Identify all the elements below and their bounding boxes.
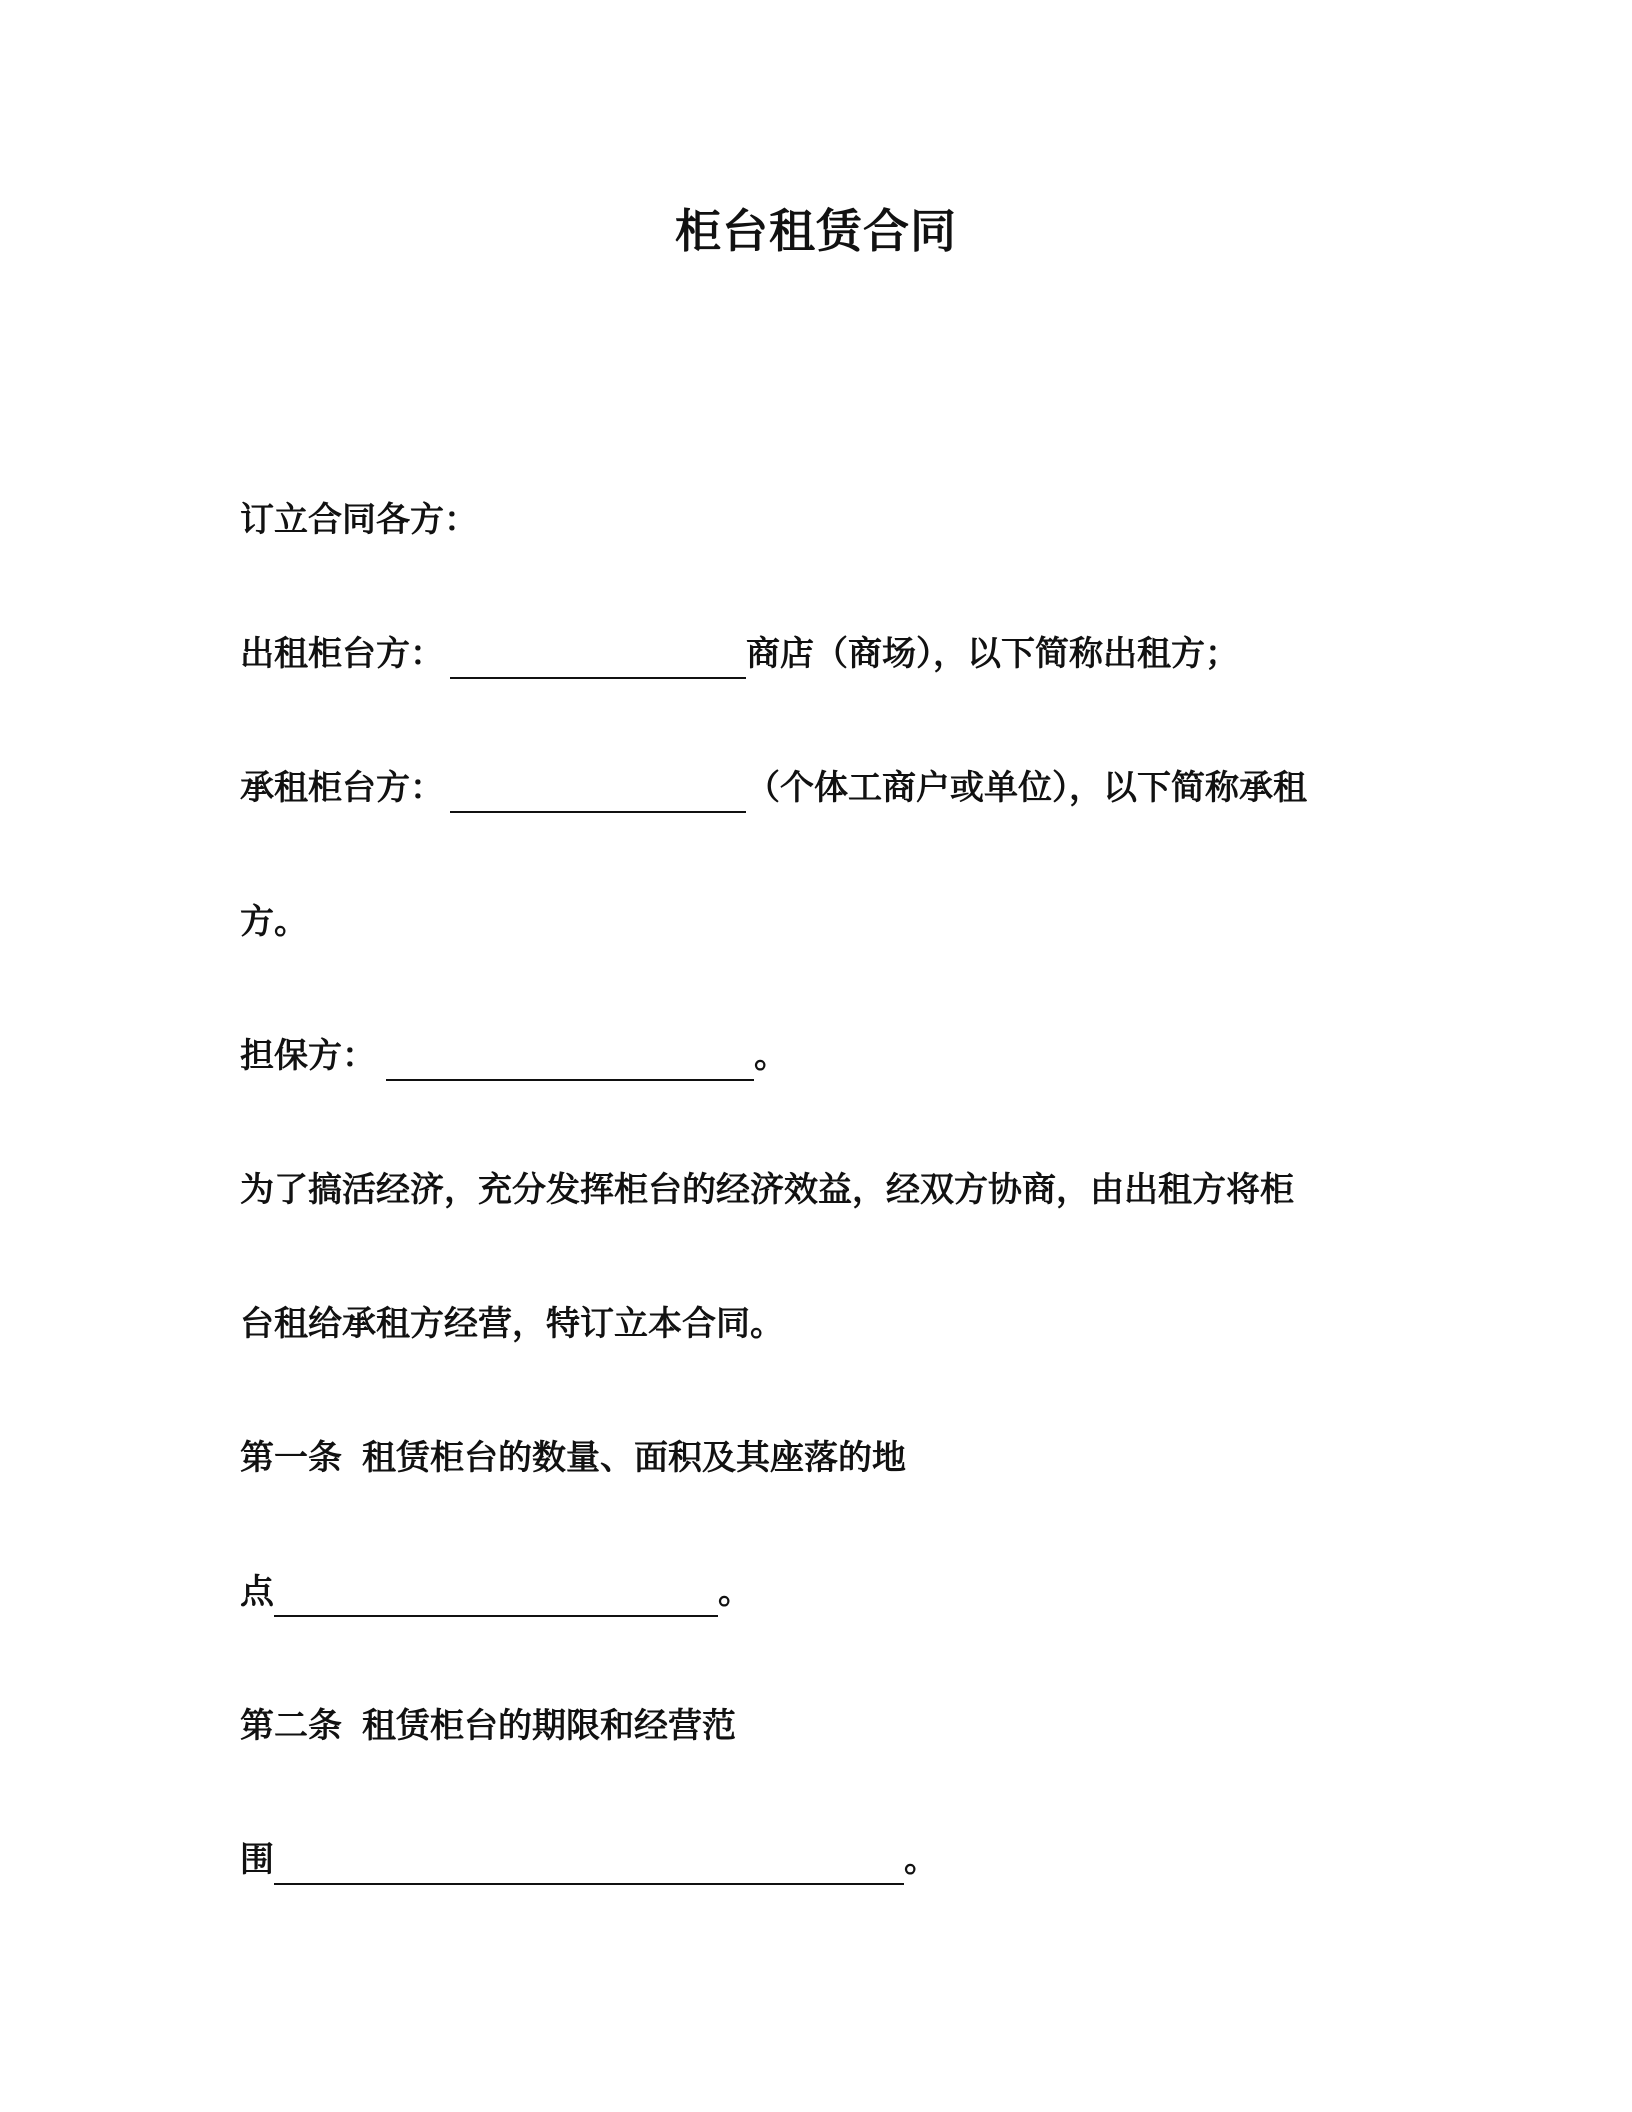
- article-2-continuation-text: 围: [240, 1840, 274, 1880]
- article-1-heading: [240, 1436, 906, 1480]
- article-2-continuation: [240, 1838, 938, 1885]
- lessee-line: [240, 766, 1307, 813]
- lessee-label: 承租柜台方：: [240, 768, 444, 808]
- guarantor-name-blank[interactable]: [386, 1045, 754, 1081]
- article-1-continuation: [240, 1570, 752, 1617]
- guarantor-suffix: 。: [754, 1036, 788, 1076]
- lessor-suffix: 商店（商场），以下简称出租方；: [746, 634, 1239, 674]
- article-2-number: 第二条: [240, 1706, 342, 1746]
- article-1-suffix: 。: [718, 1572, 752, 1612]
- document-title: 柜台租赁合同: [675, 204, 957, 258]
- article-1-number: 第一条: [240, 1438, 342, 1478]
- guarantor-label: 担保方：: [240, 1036, 376, 1076]
- lessor-line: [240, 632, 1239, 679]
- article-2-heading: [240, 1704, 736, 1748]
- article-2-scope-blank[interactable]: [274, 1849, 904, 1885]
- lessor-label: 出租柜台方：: [240, 634, 444, 674]
- preamble-line-2: 台租给承租方经营，特订立本合同。: [240, 1304, 784, 1344]
- article-1-text: 租赁柜台的数量、面积及其座落的地: [362, 1438, 906, 1478]
- parties-heading: 订立合同各方：: [240, 500, 478, 540]
- lessee-suffix: （个体工商户或单位），以下简称承租: [746, 768, 1307, 808]
- preamble-line-1: 为了搞活经济，充分发挥柜台的经济效益，经双方协商，由出租方将柜: [240, 1170, 1294, 1210]
- lessor-name-blank[interactable]: [450, 643, 746, 679]
- article-1-continuation-text: 点: [240, 1572, 274, 1612]
- guarantor-line: [240, 1034, 788, 1081]
- article-1-location-blank[interactable]: [274, 1581, 718, 1617]
- article-2-text: 租赁柜台的期限和经营范: [362, 1706, 736, 1746]
- lessee-name-blank[interactable]: [450, 777, 746, 813]
- article-2-suffix: 。: [904, 1840, 938, 1880]
- lessee-continuation: 方。: [240, 902, 308, 942]
